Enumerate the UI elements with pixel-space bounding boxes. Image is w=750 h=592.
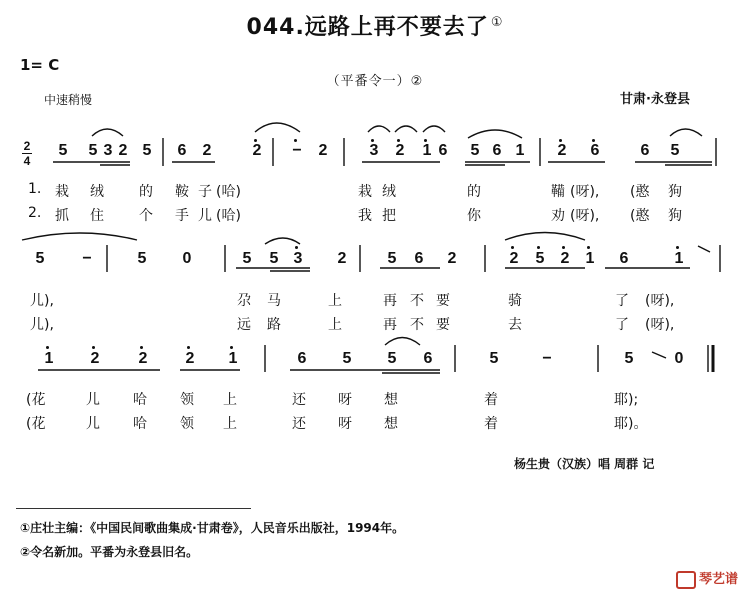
note: − bbox=[542, 350, 552, 367]
lyric: 呀 bbox=[338, 392, 352, 408]
note: 1 bbox=[585, 250, 595, 267]
note: 1 bbox=[515, 142, 525, 159]
note: 5 bbox=[88, 142, 98, 159]
lyric: 个 bbox=[139, 208, 153, 224]
footnote-1: ①庄壮主编：《中国民间歌曲集成·甘肃卷》，人民音乐出版社，1994年。 bbox=[20, 521, 405, 535]
note: 2 bbox=[202, 142, 212, 159]
note: 5 bbox=[58, 142, 68, 159]
note: 1 bbox=[228, 350, 238, 367]
lyric: 不 bbox=[410, 293, 424, 309]
lyric: 儿 bbox=[86, 416, 100, 432]
note: 6 bbox=[414, 250, 424, 267]
lyric: (憨 bbox=[630, 184, 650, 200]
lyric: 了 bbox=[615, 293, 629, 309]
note: 2 bbox=[185, 350, 195, 367]
note: 2 bbox=[395, 142, 405, 159]
lyric: 栽 bbox=[55, 184, 69, 200]
lyric: 的 bbox=[467, 184, 481, 200]
lyric: (呀), bbox=[570, 184, 600, 200]
lyric: 想 bbox=[384, 392, 398, 408]
footnote-mark: ① bbox=[490, 14, 504, 30]
lyric: 去 bbox=[508, 317, 522, 333]
lyric: 远 bbox=[237, 317, 251, 333]
note: 0 bbox=[674, 350, 684, 367]
note: 2 bbox=[447, 250, 457, 267]
song-subtitle: （平番令一）② bbox=[326, 74, 424, 89]
note: 5 bbox=[670, 142, 680, 159]
note: 6 bbox=[640, 142, 650, 159]
lyric: 手 bbox=[175, 208, 189, 224]
note: 2 bbox=[337, 250, 347, 267]
lyric: 上 bbox=[328, 293, 342, 309]
lyric: 再 bbox=[383, 293, 397, 309]
lyric: 要 bbox=[436, 317, 450, 333]
note: 1 bbox=[44, 350, 54, 367]
lyric: 栽 bbox=[358, 184, 372, 200]
lyric: 儿 bbox=[86, 392, 100, 408]
lyric: (花 bbox=[26, 392, 46, 408]
tempo-marking: 中速稍慢 bbox=[44, 93, 93, 107]
note: 5 bbox=[470, 142, 480, 159]
lyric: (呀), bbox=[645, 293, 675, 309]
logo-icon bbox=[676, 571, 696, 589]
lyric: 劝 bbox=[551, 208, 565, 224]
song-region: 甘肃·永登县 bbox=[620, 92, 690, 107]
lyric: 了 bbox=[615, 317, 629, 333]
lyric: 上 bbox=[223, 392, 237, 408]
note: 2 bbox=[138, 350, 148, 367]
lyric: 绒 bbox=[382, 184, 396, 200]
lyric: 路 bbox=[267, 317, 281, 333]
time-signature-bottom: 4 bbox=[23, 154, 31, 168]
lyric: (呀), bbox=[570, 208, 600, 224]
note: − bbox=[82, 250, 92, 267]
note: 1 bbox=[674, 250, 684, 267]
note: 2 bbox=[90, 350, 100, 367]
lyric: 儿), bbox=[30, 317, 54, 333]
time-signature-top: 2 bbox=[23, 139, 31, 153]
note: 5 bbox=[269, 250, 279, 267]
lyric: 上 bbox=[223, 416, 237, 432]
key-signature: 1= C bbox=[20, 56, 60, 74]
note: 5 bbox=[387, 350, 397, 367]
lyric: 绒 bbox=[90, 184, 104, 200]
note: 1 bbox=[422, 142, 432, 159]
lyric: 领 bbox=[180, 416, 194, 432]
note: 6 bbox=[438, 142, 448, 159]
note: 3 bbox=[103, 142, 113, 159]
lyric: 儿 bbox=[198, 208, 212, 224]
lyric: 把 bbox=[382, 208, 396, 224]
lyric: 哈 bbox=[133, 416, 147, 432]
lyric: 尕 bbox=[237, 293, 251, 309]
watermark-logo: 琴艺谱 bbox=[676, 568, 738, 589]
note: 5 bbox=[387, 250, 397, 267]
lyric: 的 bbox=[139, 184, 153, 200]
lyric: 领 bbox=[180, 392, 194, 408]
lyric: (花 bbox=[26, 416, 46, 432]
lyric: 2. bbox=[28, 205, 42, 221]
note: 5 bbox=[342, 350, 352, 367]
lyric: 骑 bbox=[508, 293, 522, 309]
lyric: 住 bbox=[90, 208, 104, 224]
lyric: 还 bbox=[292, 392, 306, 408]
lyric: (呀), bbox=[645, 317, 675, 333]
footnote-2: ②令名新加。平番为永登县旧名。 bbox=[20, 545, 199, 559]
note: 2 bbox=[318, 142, 328, 159]
lyric: 狗 bbox=[668, 184, 682, 200]
lyric: 马 bbox=[267, 293, 281, 309]
note: 6 bbox=[177, 142, 187, 159]
lyric: 耶)。 bbox=[614, 416, 648, 432]
footnote-rule bbox=[16, 508, 251, 509]
note: 2 bbox=[557, 142, 567, 159]
lyric: 着 bbox=[484, 392, 498, 408]
note: 0 bbox=[182, 250, 192, 267]
lyric: 儿), bbox=[30, 293, 54, 309]
lyric: 我 bbox=[358, 208, 372, 224]
lyric: 再 bbox=[383, 317, 397, 333]
lyric: (哈) bbox=[216, 208, 241, 224]
note: 3 bbox=[369, 142, 379, 159]
lyric: 鞍 bbox=[175, 184, 189, 200]
note: 6 bbox=[590, 142, 600, 159]
note: 5 bbox=[535, 250, 545, 267]
lyric: (哈) bbox=[216, 184, 241, 200]
note: 5 bbox=[489, 350, 499, 367]
lyric: 想 bbox=[384, 416, 398, 432]
note: 5 bbox=[35, 250, 45, 267]
note: 2 bbox=[252, 142, 262, 159]
performer-credit: 杨生贵（汉族）唱 周群 记 bbox=[514, 457, 655, 471]
note: 5 bbox=[142, 142, 152, 159]
lyric: 上 bbox=[328, 317, 342, 333]
note: 5 bbox=[137, 250, 147, 267]
note: 2 bbox=[509, 250, 519, 267]
note: 2 bbox=[118, 142, 128, 159]
song-title: 044.远路上再不要去了 ① bbox=[246, 14, 504, 40]
lyric: 还 bbox=[292, 416, 306, 432]
note: 6 bbox=[619, 250, 629, 267]
lyric: 抓 bbox=[55, 208, 69, 224]
lyric: 着 bbox=[484, 416, 498, 432]
note: 3 bbox=[293, 250, 303, 267]
note: 6 bbox=[492, 142, 502, 159]
lyric: 耶); bbox=[614, 392, 639, 408]
note: 6 bbox=[297, 350, 307, 367]
lyric: 子 bbox=[198, 184, 212, 200]
note: − bbox=[292, 142, 302, 159]
note: 2 bbox=[560, 250, 570, 267]
lyric: 哈 bbox=[133, 392, 147, 408]
lyric: 你 bbox=[467, 208, 481, 224]
note: 5 bbox=[624, 350, 634, 367]
lyric: (憨 bbox=[630, 208, 650, 224]
lyric: 要 bbox=[436, 293, 450, 309]
note: 5 bbox=[242, 250, 252, 267]
lyric: 狗 bbox=[668, 208, 682, 224]
lyric: 不 bbox=[410, 317, 424, 333]
lyric: 1. bbox=[28, 181, 42, 197]
lyric: 鞴 bbox=[551, 184, 565, 200]
note: 6 bbox=[423, 350, 433, 367]
lyric: 呀 bbox=[338, 416, 352, 432]
